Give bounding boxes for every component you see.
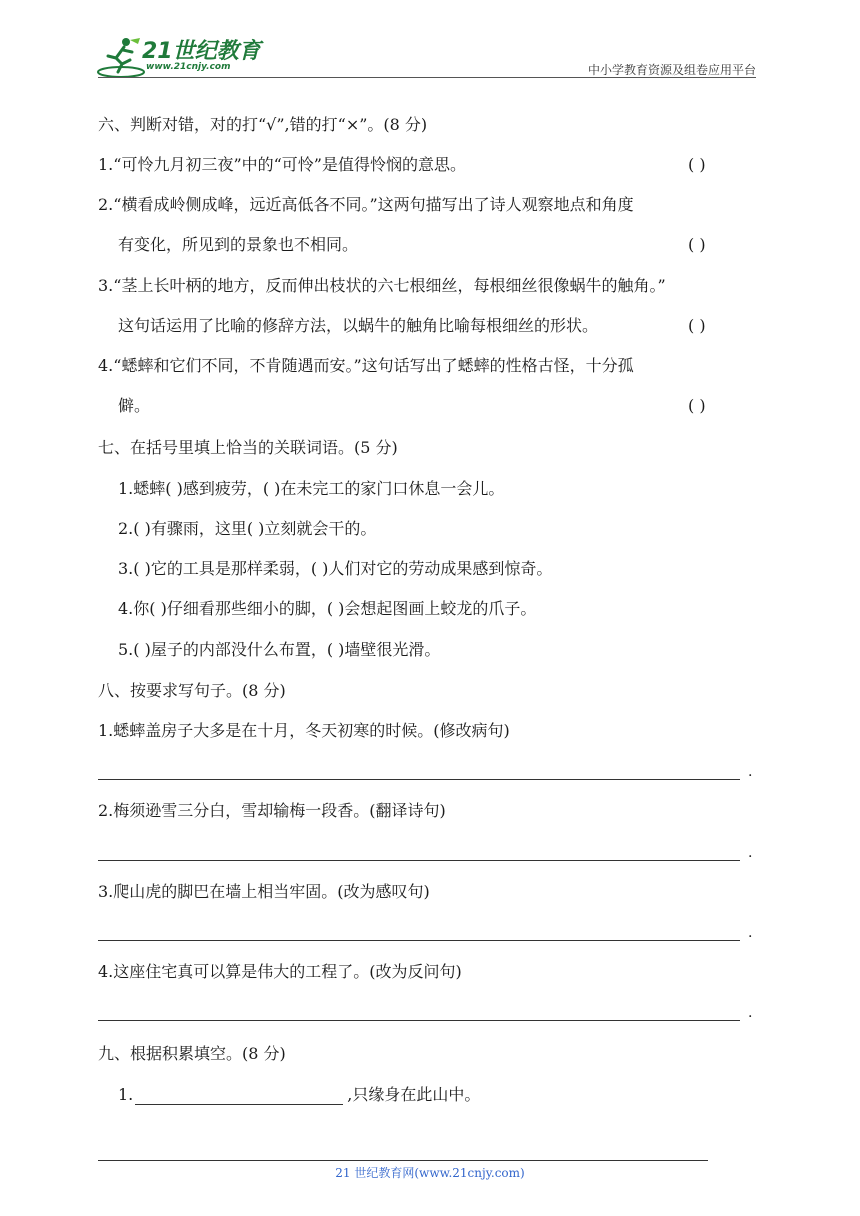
s6-q2-line2: 有变化，所见到的景象也不相同。	[118, 235, 359, 254]
s9-q1-blank[interactable]	[135, 1088, 343, 1105]
s8-q4-answer-line[interactable]	[98, 1020, 740, 1021]
s7-q3[interactable]: 3.( )它的工具是那样柔弱，( )人们对它的劳动成果感到惊奇。	[118, 559, 553, 578]
s7-q5[interactable]: 5.( )屋子的内部没什么布置，( )墙壁很光滑。	[118, 640, 441, 659]
logo-title: 21世纪教育	[142, 39, 261, 64]
s8-q4-period: .	[748, 1005, 753, 1021]
s7-q4[interactable]: 4.你( )仔细看那些细小的脚，( )会想起图画上蛟龙的爪子。	[118, 599, 537, 618]
s6-q1: 1.“可怜九月初三夜”中的“可怜”是值得怜悯的意思。	[98, 155, 466, 174]
s8-q1: 1.蟋蟀盖房子大多是在十月，冬天初寒的时候。(修改病句)	[98, 721, 510, 740]
s7-q2[interactable]: 2.( )有骤雨，这里( )立刻就会干的。	[118, 519, 377, 538]
s8-q1-period: .	[748, 764, 753, 780]
s8-q2-period: .	[748, 845, 753, 861]
s8-q3-period: .	[748, 925, 753, 941]
s6-q3-answer[interactable]: ( )	[688, 316, 706, 335]
s6-q4-answer[interactable]: ( )	[688, 396, 706, 415]
s6-q3-line1: 3.“茎上长叶柄的地方，反而伸出枝状的六七根细丝，每根细丝很像蜗牛的触角。”	[98, 276, 666, 295]
s7-q1[interactable]: 1.蟋蟀( )感到疲劳，( )在未完工的家门口休息一会儿。	[118, 479, 505, 498]
s6-q1-answer[interactable]: ( )	[688, 155, 706, 174]
s8-q3: 3.爬山虎的脚巴在墙上相当牢固。(改为感叹句)	[98, 882, 430, 901]
s6-q4-line2: 僻。	[118, 396, 151, 415]
s8-q1-answer-line[interactable]	[98, 779, 740, 780]
s6-q2-answer[interactable]: ( )	[688, 235, 706, 254]
runner-icon	[96, 34, 146, 80]
s8-q3-answer-line[interactable]	[98, 940, 740, 941]
s9-q1-number: 1.	[118, 1085, 134, 1104]
section7-title: 七、在括号里填上恰当的关联词语。(5 分)	[98, 438, 398, 457]
s6-q3-line2: 这句话运用了比喻的修辞方法，以蜗牛的触角比喻每根细丝的形状。	[118, 316, 599, 335]
logo-url: www.21cnjy.com	[146, 62, 231, 72]
platform-label: 中小学教育资源及组卷应用平台	[587, 63, 756, 77]
s6-q2-line1: 2.“横看成岭侧成峰，远近高低各不同。”这两句描写出了诗人观察地点和角度	[98, 195, 634, 214]
s8-q2-answer-line[interactable]	[98, 860, 740, 861]
s9-q1-text: ,只缘身在此山中。	[347, 1085, 481, 1104]
section6-title: 六、判断对错，对的打“√”,错的打“×”。(8 分)	[98, 115, 428, 134]
footer-link[interactable]: 21 世纪教育网(www.21cnjy.com)	[335, 1166, 525, 1180]
section9-title: 九、根据积累填空。(8 分)	[98, 1044, 286, 1063]
s9-q1	[118, 1085, 480, 1105]
s8-q2: 2.梅须逊雪三分白，雪却输梅一段香。(翻译诗句)	[98, 801, 446, 820]
section8-title: 八、按要求写句子。(8 分)	[98, 681, 286, 700]
footer-divider	[98, 1160, 708, 1161]
header-divider	[98, 77, 756, 78]
s6-q4-line1: 4.“蟋蟀和它们不同，不肯随遇而安。”这句话写出了蟋蟀的性格古怪，十分孤	[98, 356, 634, 375]
s8-q4: 4.这座住宅真可以算是伟大的工程了。(改为反问句)	[98, 962, 462, 981]
